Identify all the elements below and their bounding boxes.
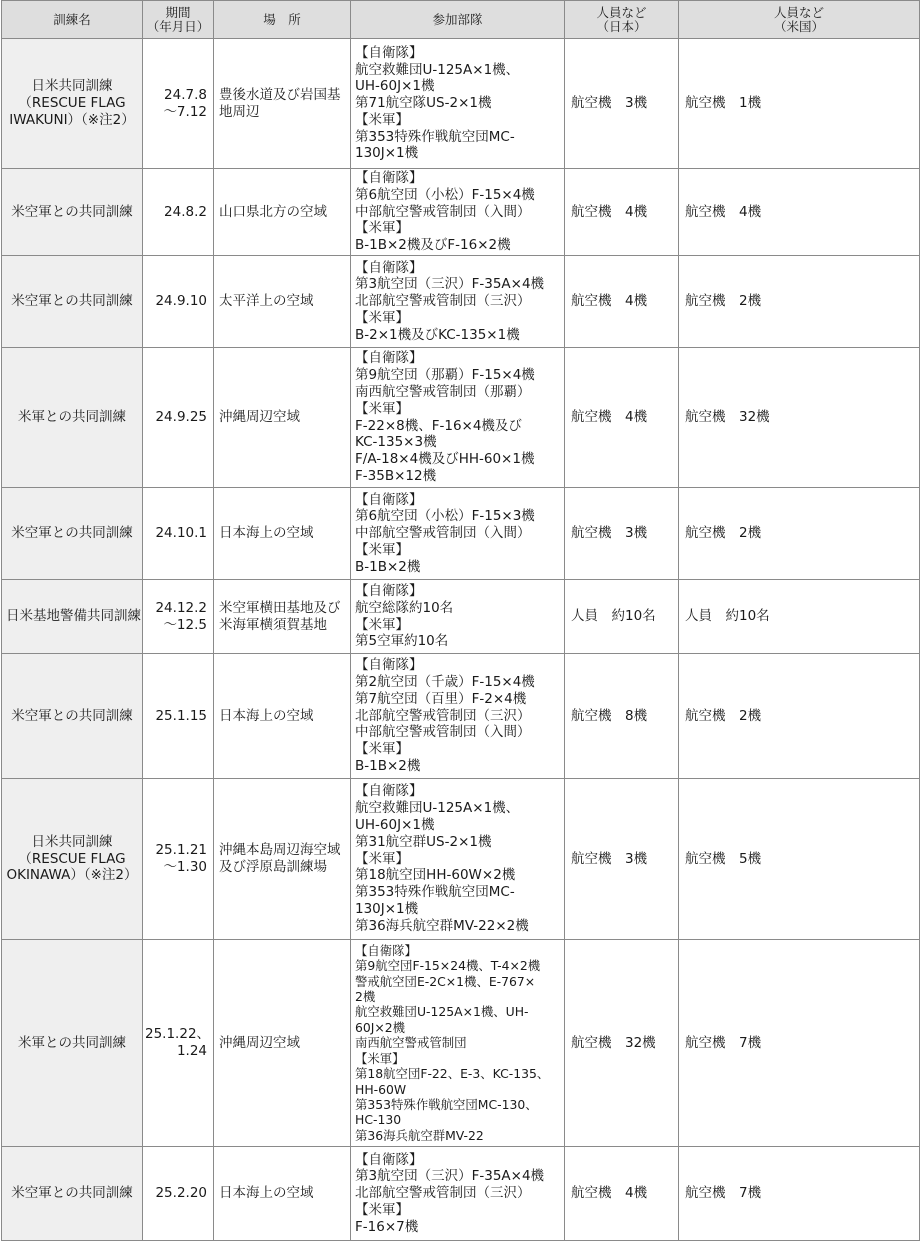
unit-line: 【自衛隊】 xyxy=(355,942,417,958)
personnel-japan-cell xyxy=(565,580,679,654)
personnel-us-cell-text: 航空機 7機 xyxy=(685,1185,762,1202)
period-cell xyxy=(143,348,214,488)
unit-line: 航空救難団U-125A×1機、 xyxy=(355,61,520,78)
training-name-cell xyxy=(2,256,143,348)
period-cell-text: 24.8.2 xyxy=(164,203,207,220)
training-name-cell xyxy=(2,169,143,256)
personnel-japan-cell xyxy=(565,488,679,580)
location-cell xyxy=(214,940,351,1147)
unit-line: 第7航空団（百里）F-2×4機 xyxy=(355,690,527,707)
unit-line: F-22×8機、F-16×4機及び xyxy=(355,417,522,434)
personnel-us-cell-text: 航空機 4機 xyxy=(685,203,762,220)
unit-line: 第36海兵航空群MV-22 xyxy=(355,1127,484,1143)
personnel-us-cell-text: 航空機 1機 xyxy=(685,95,762,112)
unit-line: 第5空軍約10名 xyxy=(355,633,449,650)
unit-line: 【自衛隊】 xyxy=(355,259,423,276)
unit-line: F-35B×12機 xyxy=(355,467,437,484)
location-cell-text: 沖縄周辺空域 xyxy=(219,1034,300,1051)
unit-line: 【米軍】 xyxy=(355,400,409,417)
unit-line: 【自衛隊】 xyxy=(355,350,423,367)
period-cell-text: 25.1.15 xyxy=(155,707,207,724)
personnel-japan-cell xyxy=(565,39,679,169)
location-cell-text: 太平洋上の空域 xyxy=(219,293,314,310)
unit-line: UH-60J×1機 xyxy=(355,817,435,833)
table-row xyxy=(2,1147,920,1241)
personnel-us-cell-text: 航空機 5機 xyxy=(685,850,762,867)
unit-line: 【米軍】 xyxy=(355,541,409,558)
unit-line: 2機 xyxy=(355,989,376,1005)
unit-line: KC-135×3機 xyxy=(355,434,437,451)
unit-line: 北部航空警戒管制団（三沢） xyxy=(355,293,531,310)
table-row xyxy=(2,488,920,580)
unit-line: 第6航空団（小松）F-15×3機 xyxy=(355,508,535,525)
location-cell-text: 日本海上の空域 xyxy=(219,525,314,542)
unit-line: 【自衛隊】 xyxy=(355,657,423,674)
training-name-cell-text: 米空軍との共同訓練 xyxy=(11,1185,133,1202)
unit-line: 中部航空警戒管制団（入間） xyxy=(355,203,531,220)
personnel-us-cell-text: 航空機 32機 xyxy=(685,409,770,426)
participating-units-cell xyxy=(351,940,565,1147)
table-row xyxy=(2,256,920,348)
training-name-cell-text: 米空軍との共同訓練 xyxy=(11,203,133,220)
participating-units-cell xyxy=(351,488,565,580)
personnel-japan-cell-text: 人員 約10名 xyxy=(571,608,656,625)
period-cell-text: 24.7.8 ～7.12 xyxy=(163,86,207,120)
unit-line: 航空総隊約10名 xyxy=(355,599,454,616)
training-name-cell xyxy=(2,654,143,779)
personnel-japan-cell-text: 航空機 4機 xyxy=(571,293,648,310)
table-row xyxy=(2,654,920,779)
unit-line: 第71航空隊US-2×1機 xyxy=(355,95,492,112)
location-cell xyxy=(214,1147,351,1241)
unit-line: HH-60W xyxy=(355,1081,407,1097)
personnel-japan-cell-text: 航空機 32機 xyxy=(571,1034,656,1051)
location-cell-text: 沖縄本島周辺海空域 及び浮原島訓練場 xyxy=(219,842,341,875)
table-row xyxy=(2,779,920,940)
table-row xyxy=(2,348,920,488)
personnel-us-cell xyxy=(679,1147,920,1241)
participating-units-cell xyxy=(351,1147,565,1241)
training-name-cell-text: 日米基地警備共同訓練 xyxy=(6,608,141,625)
personnel-japan-cell xyxy=(565,256,679,348)
personnel-japan-cell-text: 航空機 4機 xyxy=(571,203,648,220)
unit-line: B-1B×2機 xyxy=(355,558,421,575)
personnel-us-cell-text: 航空機 7機 xyxy=(685,1034,762,1051)
personnel-us-cell-text: 人員 約10名 xyxy=(685,608,770,625)
period-cell xyxy=(143,779,214,940)
location-cell xyxy=(214,779,351,940)
unit-line: B-1B×2機 xyxy=(355,757,421,774)
participating-units-cell xyxy=(351,779,565,940)
header-name: 訓練名 xyxy=(2,1,143,39)
training-name-cell-text: 米空軍との共同訓練 xyxy=(11,293,133,310)
unit-line: 130J×1機 xyxy=(355,145,419,162)
training-name-cell-text: 米空軍との共同訓練 xyxy=(11,707,133,724)
unit-line: 北部航空警戒管制団（三沢） xyxy=(355,1185,531,1202)
personnel-us-cell xyxy=(679,256,920,348)
personnel-us-cell xyxy=(679,654,920,779)
unit-line: 第18航空団F-22、E-3、KC-135、 xyxy=(355,1066,550,1082)
table-row xyxy=(2,169,920,256)
header-units: 参加部隊 xyxy=(351,1,565,39)
training-name-cell xyxy=(2,348,143,488)
table-row xyxy=(2,39,920,169)
personnel-us-cell xyxy=(679,940,920,1147)
period-cell-text: 25.2.20 xyxy=(155,1185,207,1202)
personnel-us-cell-text: 航空機 2機 xyxy=(685,707,762,724)
unit-line: 第6航空団（小松）F-15×4機 xyxy=(355,186,535,203)
participating-units-cell xyxy=(351,654,565,779)
period-cell xyxy=(143,256,214,348)
unit-line: UH-60J×1機 xyxy=(355,78,435,95)
unit-line: 航空救難団U-125A×1機、UH- xyxy=(355,1004,529,1020)
location-cell xyxy=(214,488,351,580)
participating-units-cell xyxy=(351,169,565,256)
location-cell-text: 沖縄周辺空域 xyxy=(219,409,300,426)
unit-line: 【米軍】 xyxy=(355,309,409,326)
location-cell xyxy=(214,256,351,348)
personnel-us-cell xyxy=(679,348,920,488)
location-cell-text: 豊後水道及び岩国基 地周辺 xyxy=(219,86,341,120)
participating-units-cell xyxy=(351,256,565,348)
period-cell xyxy=(143,488,214,580)
location-cell xyxy=(214,654,351,779)
location-cell xyxy=(214,348,351,488)
location-cell-text: 山口県北方の空域 xyxy=(219,203,327,220)
period-cell-text: 24.9.25 xyxy=(155,409,207,426)
header-location: 場 所 xyxy=(214,1,351,39)
training-name-cell xyxy=(2,488,143,580)
joint-training-table xyxy=(1,0,920,1241)
unit-line: 【自衛隊】 xyxy=(355,44,423,61)
unit-line: 第3航空団（三沢）F-35A×4機 xyxy=(355,1168,545,1185)
personnel-japan-cell xyxy=(565,348,679,488)
period-cell-text: 24.10.1 xyxy=(155,525,207,542)
participating-units-cell xyxy=(351,39,565,169)
personnel-us-cell xyxy=(679,580,920,654)
period-cell-text: 24.9.10 xyxy=(155,293,207,310)
unit-line: 【自衛隊】 xyxy=(355,170,423,186)
personnel-japan-cell xyxy=(565,1147,679,1241)
unit-line: 【自衛隊】 xyxy=(355,783,423,800)
personnel-japan-cell-text: 航空機 3機 xyxy=(571,95,648,112)
personnel-japan-cell xyxy=(565,779,679,940)
unit-line: 第2航空団（千歳）F-15×4機 xyxy=(355,674,535,690)
training-name-cell-text: 米軍との共同訓練 xyxy=(18,1034,126,1051)
period-cell xyxy=(143,39,214,169)
unit-line: F/A-18×4機及びHH-60×1機 xyxy=(355,451,535,468)
training-name-cell xyxy=(2,580,143,654)
personnel-us-cell xyxy=(679,488,920,580)
period-cell xyxy=(143,940,214,1147)
unit-line: 北部航空警戒管制団（三沢） xyxy=(355,707,531,724)
personnel-us-cell xyxy=(679,169,920,256)
header-personnel-us: 人員など （米国） xyxy=(679,1,920,39)
period-cell xyxy=(143,1147,214,1241)
unit-line: 【米軍】 xyxy=(355,1050,405,1066)
unit-line: 第18航空団HH-60W×2機 xyxy=(355,867,516,884)
personnel-us-cell xyxy=(679,779,920,940)
location-cell-text: 日本海上の空域 xyxy=(219,1185,314,1202)
unit-line: 第3航空団（三沢）F-35A×4機 xyxy=(355,276,545,293)
header-row xyxy=(2,1,920,39)
period-cell xyxy=(143,654,214,779)
training-name-cell xyxy=(2,1147,143,1241)
unit-line: 中部航空警戒管制団（入間） xyxy=(355,525,531,542)
training-name-cell xyxy=(2,779,143,940)
training-name-cell-text: 米軍との共同訓練 xyxy=(18,409,126,426)
unit-line: F-16×7機 xyxy=(355,1218,419,1235)
unit-line: 【自衛隊】 xyxy=(355,582,423,599)
training-name-cell xyxy=(2,39,143,169)
unit-line: 【米軍】 xyxy=(355,220,409,237)
personnel-japan-cell xyxy=(565,654,679,779)
period-cell-text: 25.1.22、 1.24 xyxy=(145,1026,211,1059)
location-cell xyxy=(214,580,351,654)
unit-line: B-1B×2機及びF-16×2機 xyxy=(355,237,511,254)
unit-line: 60J×2機 xyxy=(355,1019,406,1035)
participating-units-cell xyxy=(351,580,565,654)
unit-line: 第9航空団（那覇）F-15×4機 xyxy=(355,367,535,384)
personnel-japan-cell-text: 航空機 8機 xyxy=(571,707,648,724)
unit-line: 【米軍】 xyxy=(355,616,409,633)
unit-line: HC-130 xyxy=(355,1112,402,1128)
unit-line: 南西航空警戒管制団 xyxy=(355,1035,467,1051)
location-cell-text: 日本海上の空域 xyxy=(219,707,314,724)
location-cell xyxy=(214,169,351,256)
header-personnel-japan: 人員など （日本） xyxy=(565,1,679,39)
personnel-japan-cell-text: 航空機 3機 xyxy=(571,525,648,542)
training-name-cell-text: 日米共同訓練 （RESCUE FLAG OKINAWA）（※注2） xyxy=(6,833,138,884)
location-cell xyxy=(214,39,351,169)
unit-line: 130J×1機 xyxy=(355,900,419,917)
personnel-us-cell xyxy=(679,39,920,169)
unit-line: 中部航空警戒管制団（入間） xyxy=(355,724,531,741)
unit-line: 第353特殊作戦航空団MC- xyxy=(355,884,515,901)
personnel-japan-cell-text: 航空機 3機 xyxy=(571,850,648,867)
unit-line: 【米軍】 xyxy=(355,111,409,128)
personnel-us-cell-text: 航空機 2機 xyxy=(685,525,762,542)
training-name-cell xyxy=(2,940,143,1147)
unit-line: 第353特殊作戦航空団MC-130、 xyxy=(355,1096,538,1112)
unit-line: 第31航空群US-2×1機 xyxy=(355,833,492,850)
participating-units-cell xyxy=(351,348,565,488)
table-row xyxy=(2,580,920,654)
table-row xyxy=(2,940,920,1147)
training-name-cell-text: 米空軍との共同訓練 xyxy=(11,525,133,542)
personnel-japan-cell-text: 航空機 4機 xyxy=(571,409,648,426)
header-period: 期間 （年月日） xyxy=(143,1,214,39)
unit-line: 第36海兵航空群MV-22×2機 xyxy=(355,917,529,934)
unit-line: 【自衛隊】 xyxy=(355,1151,423,1168)
personnel-japan-cell-text: 航空機 4機 xyxy=(571,1185,648,1202)
period-cell-text: 25.1.21 ～1.30 xyxy=(155,842,207,875)
unit-line: 第9航空団F-15×24機、T-4×2機 xyxy=(355,958,541,974)
personnel-us-cell-text: 航空機 2機 xyxy=(685,293,762,310)
location-cell-text: 米空軍横田基地及び 米海軍横須賀基地 xyxy=(219,599,341,633)
training-name-cell-text: 日米共同訓練 （RESCUE FLAG IWAKUNI）（※注2） xyxy=(9,78,135,128)
unit-line: 警戒航空団E-2C×1機、E-767× xyxy=(355,973,536,989)
unit-line: 航空救難団U-125A×1機、 xyxy=(355,800,520,817)
period-cell-text: 24.12.2 ～12.5 xyxy=(155,599,207,633)
unit-line: 南西航空警戒管制団（那覇） xyxy=(355,383,531,400)
unit-line: B-2×1機及びKC-135×1機 xyxy=(355,326,520,343)
personnel-japan-cell xyxy=(565,169,679,256)
unit-line: 【米軍】 xyxy=(355,741,409,758)
personnel-japan-cell xyxy=(565,940,679,1147)
period-cell xyxy=(143,580,214,654)
unit-line: 【米軍】 xyxy=(355,1201,409,1218)
unit-line: 【米軍】 xyxy=(355,850,409,867)
period-cell xyxy=(143,169,214,256)
unit-line: 第353特殊作戦航空団MC- xyxy=(355,128,515,145)
unit-line: 【自衛隊】 xyxy=(355,491,423,508)
